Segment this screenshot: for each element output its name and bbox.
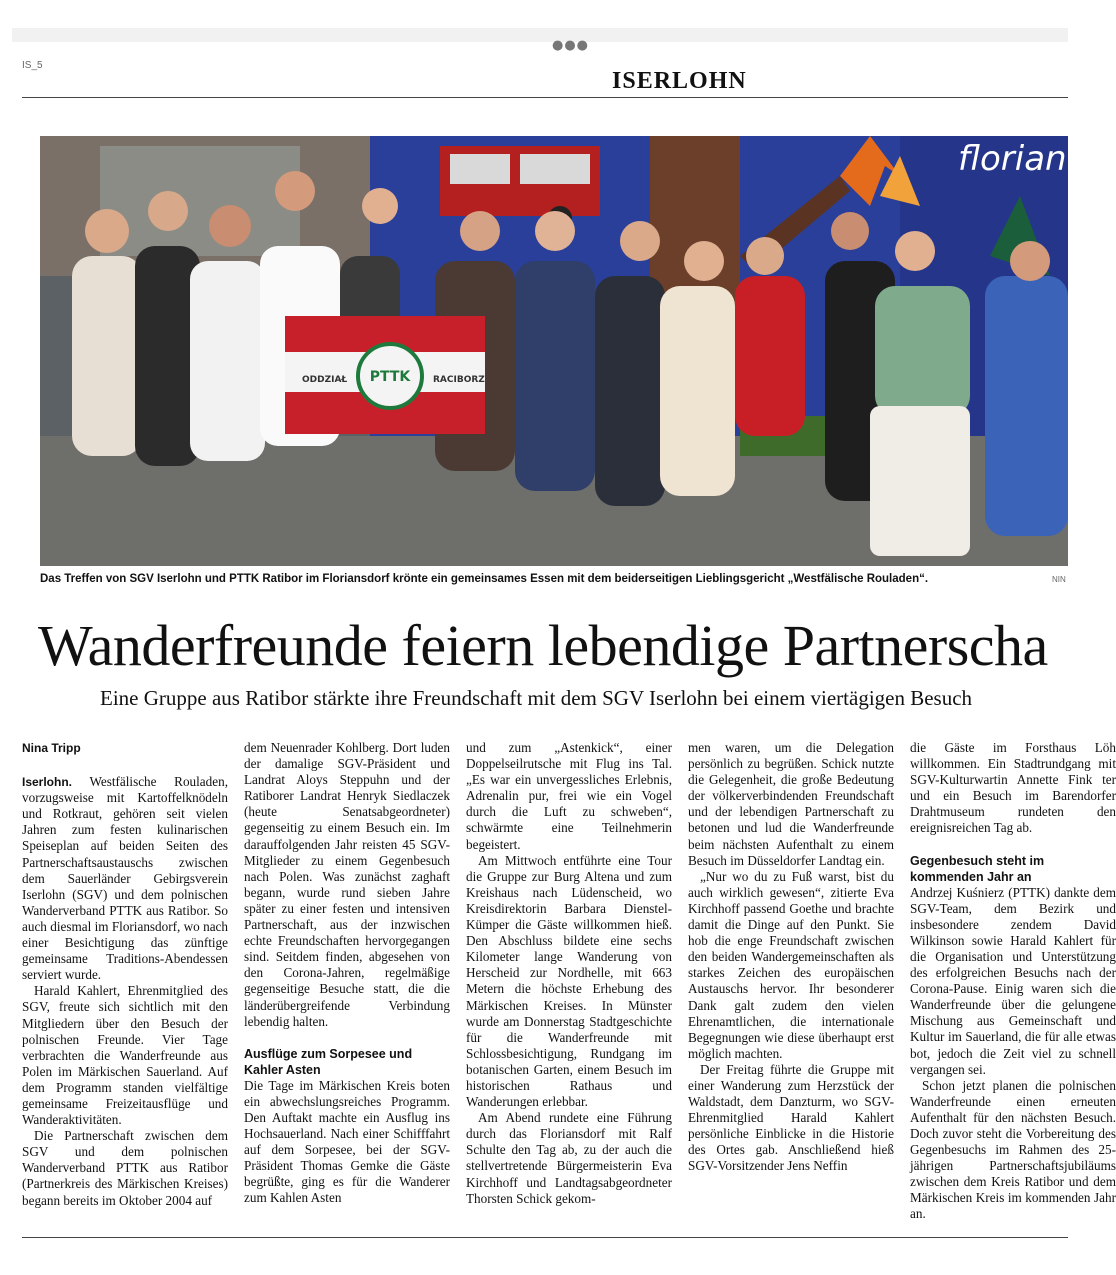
article-headline: Wanderfreunde feiern lebendige Partnerscha [38, 613, 1048, 678]
article-column-2 [244, 740, 450, 1206]
article-paragraph: die Gäste im Forsthaus Löh willkommen. Ein Stadtrundgang mit SGV-Kulturwartin Annette Fink ter und ein Besuch im Barendorfer Drahtmuseum rundeten den ereignisreichen Tag ab. [910, 740, 1116, 836]
article-column-5 [910, 740, 1116, 1225]
group-photo-illustration [40, 136, 1068, 566]
more-options-icon[interactable]: ●●● [552, 38, 590, 53]
article-paragraph: „Nur wo du zu Fuß warst, bist du auch wirklich gewesen“, zitierte Eva Kirchhoff passend Goethe und brachte damit die Dinge auf den Punkt. Sie hob die enge Freundschaft zwischen den beiden Wandergemeinschaften als starkes Zeichen des europäischen Austauschs hervor. Ihr besonderer Dank galt zudem den vielen Ehrenamtlichen, die internationale Begegnungen wie diese überhaupt erst möglich machten. [688, 868, 894, 1061]
author-byline: Nina Tripp [22, 741, 81, 755]
article-paragraph: Die Tage im Märkischen Kreis boten ein abwechslungsreiches Programm. Den Auftakt machte ein Ausflug ins Hochsauerland. Nach einer Schifffahrt auf dem Sorpesee, bei der SGV-Präsident Thomas Gemke die Gäste begrüßte, ging es für die Wanderer zum Kahlen Asten [244, 1077, 450, 1206]
article-column-4 [688, 740, 894, 1175]
footer-divider [22, 1237, 1068, 1238]
subheading: Ausflüge zum Sorpesee und Kahler Asten [244, 1046, 413, 1077]
photo-credit: NIN [1052, 575, 1066, 584]
pttk-flag [285, 316, 485, 434]
article-paragraph: Schon jetzt planen die polnischen Wanderfreunde einen erneuten Aufenthalt für den nächsten Besuch. Doch zuvor steht die Vorbereitung des Gegenbesuchs im Rahmen des 25-jährigen Partnerschaftsjubiläums zwischen dem Kreis Ratibor und dem Märkischen Kreis im kommenden Jahr an. [910, 1077, 1116, 1222]
viewer-top-bar [12, 28, 1068, 42]
dateline: Iserlohn. [22, 775, 73, 790]
article-paragraph: men waren, um die Delegation persönlich zu begrüßen. Schick nutzte die Gelegenheit, die große Bedeutung der völkerverbindenden Freundschaft und der lebendigen Partnerschaft zu betonen und lud die Wanderfreunde beim nächsten Aufenthalt zu einem Besuch im Düsseldorfer Landtag ein. [688, 740, 894, 868]
page-id: IS_5 [22, 60, 43, 71]
article-paragraph: Die Partnerschaft zwischen dem SGV und dem polnischen Wanderverband PTTK aus Ratibor (Partnerkreis des Märkischen Kreises) begann bereits im Oktober 2004 auf [22, 1128, 228, 1208]
article-paragraph: Der Freitag führte die Gruppe mit einer Wanderung zum Herzstück der Waldstadt, dem Danzturm, wo SGV-Ehrenmitglied Harald Kahlert persönliche Einblicke in die Historie des Ortes gab. Anschließend hieß SGV-Vorsitzender Jens Neffin [688, 1061, 894, 1174]
article-column-3 [466, 740, 672, 1207]
paragraph-text: Westfälische Rouladen, vorzugsweise mit Kartoffelknödeln und Rotkraut, gehören seit vielen Jahren zum festen kulinarischen Speiseplan auf beiden Seiten des Partnerschaftsaustauschs zwischen dem Sauerländer Gebirgsverein Iserlohn (SGV) und dem polnischen Wanderverband PTTK aus Ratibor. So auch diesmal im Floriansdorf, wo nach einer Besichtigung das zünftige gemeinsame Traditions-Abendessen serviert wurde. [22, 774, 228, 983]
article-subheadline: Eine Gruppe aus Ratibor stärkte ihre Freundschaft mit dem SGV Iserlohn bei einem viertägigen Besuch [100, 686, 973, 710]
section-title: ISERLOHN [612, 68, 747, 94]
flag-text-left: ODDZIAŁ [302, 375, 348, 385]
article-column-1 [22, 740, 228, 1209]
group-photo [40, 136, 1068, 566]
article-paragraph: Harald Kahlert, Ehrenmitglied des SGV, freute sich sichtlich mit den Mitgliedern über den Besuch der polnischen Freunde. Vier Tage verbrachten die Wanderfreunde aus Polen im Märkischen Sauerland. Auf dem Programm standen vielfältige gemeinsame Freizeitausflüge und Wanderaktivitäten. [22, 983, 228, 1128]
flag-emblem-text: PTTK [369, 369, 411, 385]
article-paragraph: Andrzej Kuśnierz (PTTK) dankte dem SGV-Team, dem Bezirk und insbesondere zendem David Wilkinson sowie Harald Kahlert für die Organisation und Unterstützung des erfolgreichen Besuchs nach der Corona-Pause. Einig waren sich die Wanderfreunde über die gelungene Mischung aus Gemeinschaft und Kultur im Sauerland, die für alle etwas bot, jedoch die Zeit viel zu schnell vergangen sei. [910, 884, 1116, 1077]
header-divider [22, 97, 1068, 98]
article-paragraph: Am Mittwoch entführte eine Tour die Gruppe zur Burg Altena und zum Kreishaus nach Lüdenscheid, wo Kreisdirektorin Barbara Dienstel-Kümper die Gäste willkommen hieß. Den Abschluss bildete eine sechs Kilometer lange Wanderung von Herscheid zur Nordhelle, mit 663 Metern die höchste Erhebung des Märkischen Kreises. In Münster wurde am Donnerstag Stadtgeschichte für die Wanderfreunde mit Schlossbesichtigung, Rundgang im botanischen Garten, einem Besuch im historischen Rathaus und Wanderungen erlebbar. [466, 852, 672, 1110]
photo-caption: Das Treffen von SGV Iserlohn und PTTK Ratibor im Floriansdorf krönte ein gemeinsames Essen mit dem beiderseitigen Lieblingsgericht „Westfälische Rouladen“. [40, 573, 929, 585]
truck-lettering: florian [958, 139, 1067, 179]
article-paragraph [22, 774, 228, 983]
flag-text-right: RACIBORZ [433, 375, 485, 385]
article-paragraph: und zum „Astenkick“, einer Doppelseilrutsche mit Flug ins Tal. „Es war ein unvergessliches Erlebnis, Adrenalin pur, frei wie ein Vogel durch die Luft zu schweben“, schwärmte eine Teilnehmerin begeistert. [466, 740, 672, 852]
article-paragraph: Am Abend rundete eine Führung durch das Floriansdorf mit Ralf Schulte den Tag ab, zu der auch die stellvertretende Bürgermeisterin Eva Kirchhoff und Landtagsabgeordneter Thorsten Schick gekom- [466, 1110, 672, 1206]
subheading: Gegenbesuch steht im kommenden Jahr an [910, 853, 1045, 884]
article-paragraph: dem Neuenrader Kohlberg. Dort luden der damalige SGV-Präsident und Landrat Aloys Steppuhn und der Ratiborer Landrat Henryk Siedlaczek (heute Senatsabgeordneter) gegenseitig zu einem Besuch ein. Im darauffolgenden Jahr reisten 45 SGV-Mitglieder zu einem Gegenbesuch nach Polen. Was zunächst zaghaft begann, wurde rund sieben Jahre später zu einer festen und intensiven Partnerschaft, aus der inzwischen echte Freundschaften hervorgegangen sind. Seitdem finden, abgesehen von den Corona-Jahren, regelmäßige gegenseitige Besuche statt, die die länderübergreifende Verbindung lebendig halten. [244, 740, 450, 1029]
